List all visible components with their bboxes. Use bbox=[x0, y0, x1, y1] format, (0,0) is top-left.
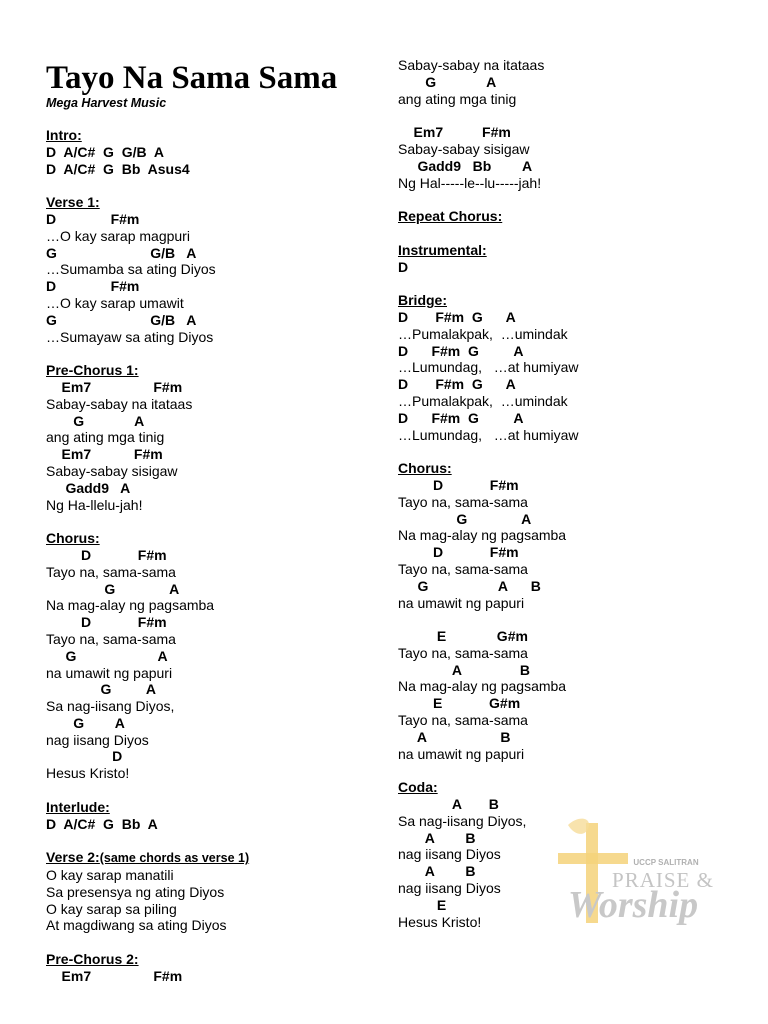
lyric-line: na umawit ng papuri bbox=[398, 745, 525, 762]
chord-line: Gadd9 Bb A bbox=[398, 157, 533, 174]
chord-line: D bbox=[398, 258, 409, 275]
section-gap bbox=[46, 934, 386, 951]
chord-line: D F#m bbox=[46, 278, 140, 295]
section-gap bbox=[46, 345, 386, 362]
section-heading bbox=[398, 292, 748, 309]
lyric-line: Sabay-sabay sisigaw bbox=[398, 140, 530, 157]
chord-line: D F#m G A bbox=[398, 308, 516, 325]
chord-line: D bbox=[46, 748, 123, 765]
section-heading bbox=[46, 530, 386, 547]
lyric-line: At magdiwang sa ating Diyos bbox=[46, 917, 227, 934]
lyric-line: Sabay-sabay na itataas bbox=[46, 395, 193, 412]
chord-line: G A bbox=[46, 412, 145, 429]
section-heading-text: Pre-Chorus 2: bbox=[46, 951, 139, 968]
lyric-line: Sabay-sabay sisigaw bbox=[46, 462, 178, 479]
section-heading bbox=[398, 208, 748, 225]
lyric-line: …O kay sarap magpuri bbox=[46, 227, 190, 244]
section-heading bbox=[46, 127, 386, 144]
lyric-line: …Lumundag, …at humiyaw bbox=[398, 426, 579, 443]
lyric-line: …Pumalakpak, …umindak bbox=[398, 392, 568, 409]
lyric-line: …Lumundag, …at humiyaw bbox=[398, 359, 579, 376]
section bbox=[398, 57, 748, 191]
chord-line: E G#m bbox=[398, 695, 521, 712]
lyric-line: Sa nag-iisang Diyos, bbox=[398, 812, 527, 829]
chord-line: E G#m bbox=[398, 628, 528, 645]
lyric-line: O kay sarap sa piling bbox=[46, 900, 177, 917]
section-heading-text: Intro: bbox=[46, 127, 82, 143]
lyric-line: ang ating mga tinig bbox=[398, 90, 517, 107]
section-heading-text: Instrumental: bbox=[398, 241, 487, 258]
section bbox=[46, 951, 386, 985]
song-title: Tayo Na Sama Sama bbox=[46, 60, 338, 96]
praise-worship-logo bbox=[538, 815, 728, 930]
section bbox=[46, 127, 386, 177]
left-column bbox=[46, 127, 386, 985]
spacer bbox=[398, 611, 748, 628]
section-heading bbox=[46, 951, 386, 968]
section bbox=[46, 799, 386, 833]
chord-line: G A bbox=[46, 681, 156, 698]
lyric-line: Tayo na, sama-sama bbox=[398, 560, 528, 577]
section-gap bbox=[398, 275, 748, 292]
lyric-line: Tayo na, sama-sama bbox=[46, 630, 176, 647]
chord-line: D F#m bbox=[398, 544, 519, 561]
chord-line: D A/C# G G/B A bbox=[46, 143, 164, 160]
logo-line1: UCCP SALITRAN bbox=[633, 858, 699, 867]
chord-line: D F#m bbox=[46, 210, 140, 227]
section-heading-text: Chorus: bbox=[46, 530, 100, 547]
lyric-line: …Sumamba sa ating Diyos bbox=[46, 261, 216, 278]
lyric-line: …O kay sarap umawit bbox=[46, 294, 184, 311]
lyric-line: …Pumalakpak, …umindak bbox=[398, 325, 568, 342]
lyric-line: Tayo na, sama-sama bbox=[398, 644, 528, 661]
section-heading bbox=[46, 194, 386, 211]
chord-line: Em7 F#m bbox=[398, 124, 511, 141]
section-gap bbox=[398, 762, 748, 779]
lyric-line: na umawit ng papuri bbox=[398, 594, 525, 611]
lyric-line: O kay sarap manatili bbox=[46, 867, 174, 884]
lyric-line: Sa presensya ng ating Diyos bbox=[46, 883, 225, 900]
section bbox=[398, 242, 748, 276]
chord-line: A B bbox=[398, 829, 476, 846]
chord-line: G G/B A bbox=[46, 311, 197, 328]
chord-line: Em7 F#m bbox=[46, 446, 163, 463]
section bbox=[398, 208, 748, 225]
chord-line: D F#m bbox=[398, 476, 519, 493]
chord-line: G A bbox=[46, 714, 125, 731]
section-heading-text: Coda: bbox=[398, 779, 438, 796]
section bbox=[46, 530, 386, 782]
chord-line: G A bbox=[46, 580, 180, 597]
chord-line: A B bbox=[398, 661, 530, 678]
section-heading-text: Repeat Chorus: bbox=[398, 208, 503, 225]
section-gap bbox=[46, 513, 386, 530]
section-gap bbox=[46, 782, 386, 799]
chord-line: G G/B A bbox=[46, 244, 197, 261]
lyric-line: nag iisang Diyos bbox=[398, 846, 501, 863]
section bbox=[398, 292, 748, 443]
section-heading bbox=[46, 849, 386, 867]
section bbox=[46, 362, 386, 513]
lyric-line: Hesus Kristo! bbox=[398, 913, 482, 930]
lyric-line: Hesus Kristo! bbox=[46, 765, 130, 782]
lyric-line: Tayo na, sama-sama bbox=[398, 493, 528, 510]
right-column bbox=[398, 57, 748, 930]
spacer bbox=[398, 107, 748, 124]
chord-line: Em7 F#m bbox=[46, 378, 183, 395]
lyric-line: Sabay-sabay na itataas bbox=[398, 57, 545, 73]
chord-line: D A/C# G Bb Asus4 bbox=[46, 160, 190, 177]
chord-line: G A B bbox=[398, 577, 541, 594]
section-gap bbox=[46, 177, 386, 194]
section-heading-text: Verse 1: bbox=[46, 194, 100, 211]
section bbox=[46, 194, 386, 345]
section-heading bbox=[46, 799, 386, 816]
section-heading-text: Bridge: bbox=[398, 292, 447, 309]
chord-line: D A/C# G Bb A bbox=[46, 815, 158, 832]
chord-line: D F#m bbox=[46, 546, 167, 563]
chord-line: D F#m G A bbox=[398, 376, 516, 393]
section-gap bbox=[398, 443, 748, 460]
section-gap bbox=[398, 225, 748, 242]
lyric-line: …Sumayaw sa ating Diyos bbox=[46, 328, 214, 345]
section-heading-text: Verse 2: bbox=[46, 849, 100, 866]
logo-line2: PRAISE & bbox=[612, 868, 714, 892]
lyric-line: Tayo na, sama-sama bbox=[46, 563, 176, 580]
lyric-line: nag iisang Diyos bbox=[46, 731, 149, 748]
lyric-line: nag iisang Diyos bbox=[398, 880, 501, 897]
lyric-line: Na mag-alay ng pagsamba bbox=[398, 678, 567, 695]
lyric-line: Ng Hal-----le--lu-----jah! bbox=[398, 174, 542, 191]
lyric-line: Na mag-alay ng pagsamba bbox=[46, 597, 215, 614]
section-heading bbox=[46, 362, 386, 379]
chord-line: A B bbox=[398, 796, 499, 813]
section-heading-text: Pre-Chorus 1: bbox=[46, 362, 139, 379]
section bbox=[398, 460, 748, 762]
lyric-line: Sa nag-iisang Diyos, bbox=[46, 698, 175, 715]
section-note: (same chords as verse 1) bbox=[99, 851, 250, 866]
chord-line: E bbox=[398, 896, 447, 913]
chord-line: D F#m G A bbox=[398, 409, 524, 426]
chord-line: Gadd9 A bbox=[46, 479, 131, 496]
section bbox=[46, 849, 386, 934]
chord-line: G A bbox=[46, 647, 168, 664]
lyric-line: Ng Ha-llelu-jah! bbox=[46, 496, 143, 513]
chord-line: G A bbox=[398, 510, 532, 527]
chord-line: D F#m G A bbox=[398, 342, 524, 359]
song-artist: Mega Harvest Music bbox=[46, 96, 167, 110]
section-heading bbox=[398, 242, 748, 259]
section-heading-text: Chorus: bbox=[398, 460, 452, 477]
lyric-line: na umawit ng papuri bbox=[46, 664, 173, 681]
section-heading bbox=[398, 779, 748, 796]
lyric-line: Tayo na, sama-sama bbox=[398, 712, 528, 729]
chord-line: A B bbox=[398, 863, 476, 880]
lyric-line: ang ating mga tinig bbox=[46, 429, 165, 446]
chord-line: A B bbox=[398, 728, 511, 745]
section-heading bbox=[398, 460, 748, 477]
section-gap bbox=[398, 191, 748, 208]
chord-line: G A bbox=[398, 73, 497, 90]
chord-line: D F#m bbox=[46, 614, 167, 631]
section-gap bbox=[46, 832, 386, 849]
logo-line3: Worship bbox=[567, 884, 699, 926]
chord-line: Em7 F#m bbox=[46, 967, 183, 984]
lyric-line: Na mag-alay ng pagsamba bbox=[398, 527, 567, 544]
section-heading-text: Interlude: bbox=[46, 798, 110, 815]
